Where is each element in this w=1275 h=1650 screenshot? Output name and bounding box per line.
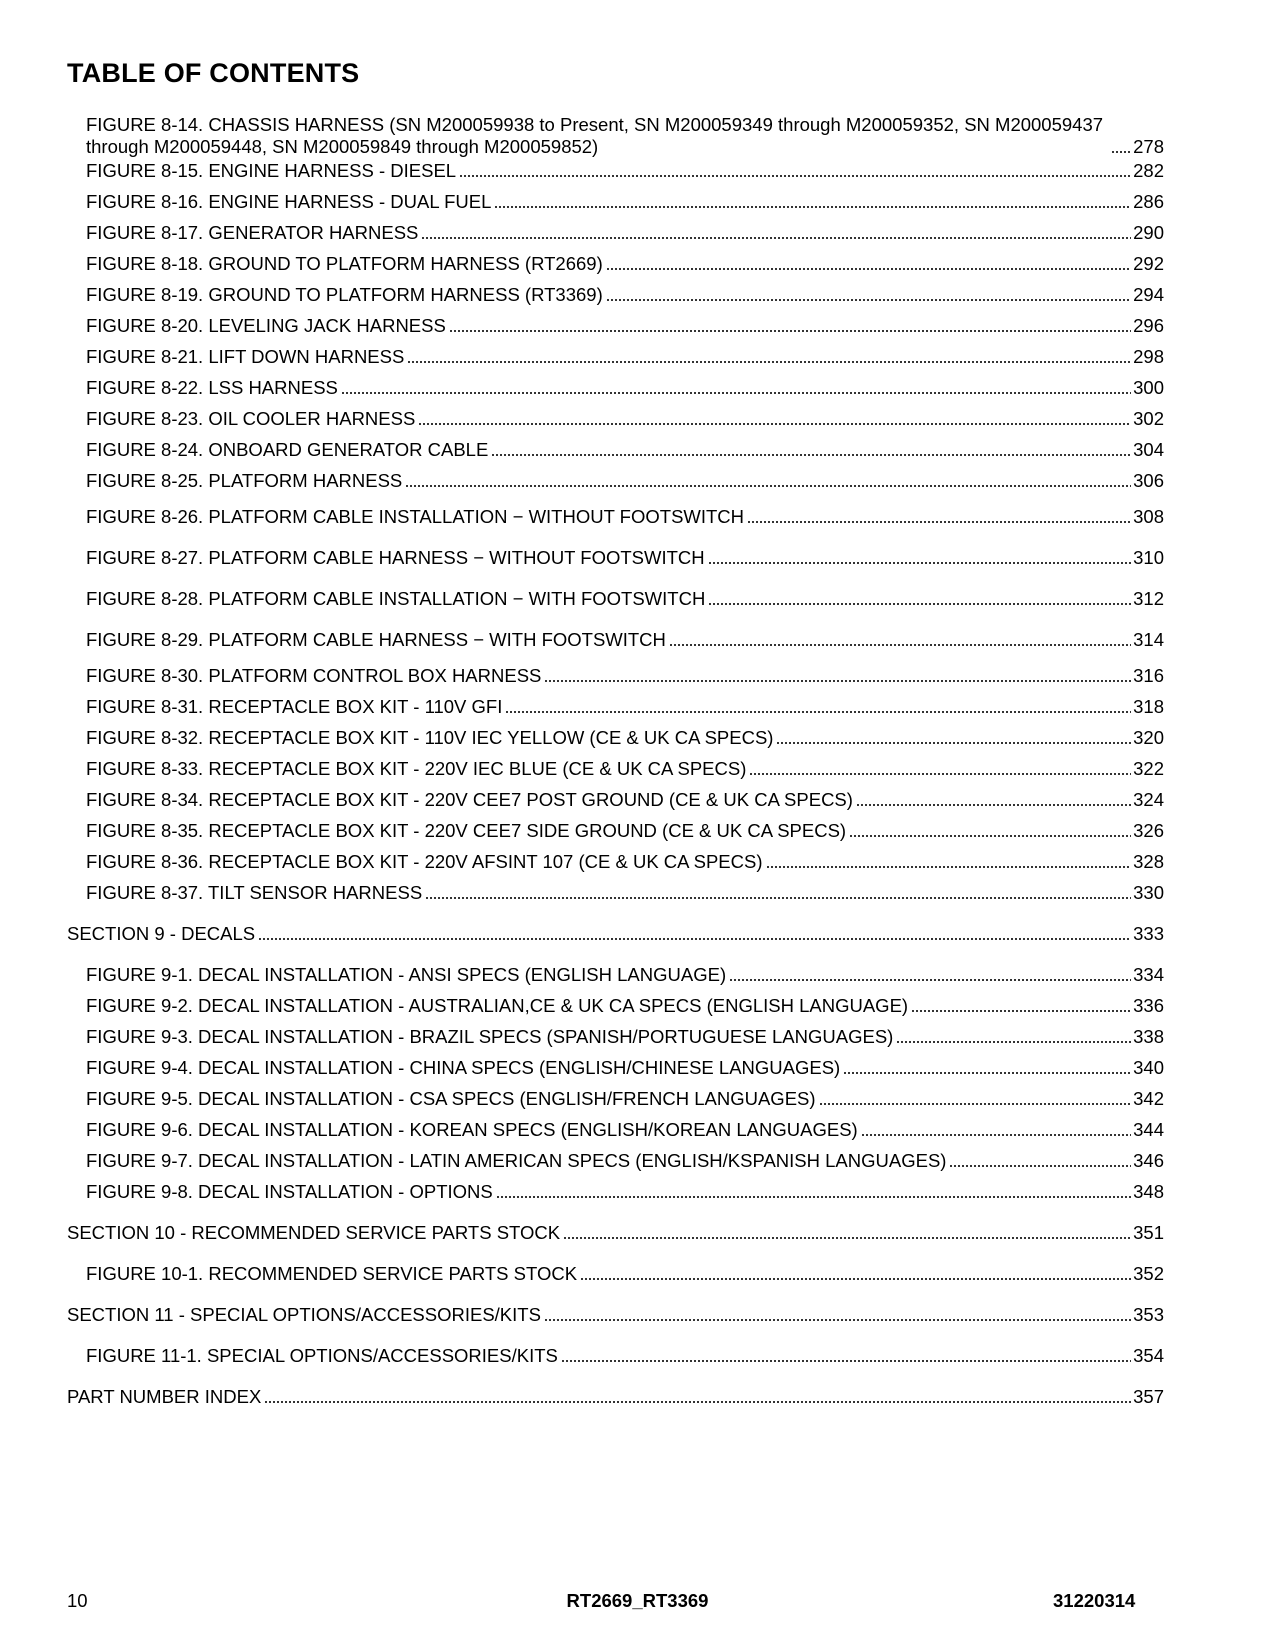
dot-leader [747, 508, 1131, 524]
dot-leader [843, 1059, 1131, 1075]
toc-entry-page: 357 [1133, 1386, 1164, 1407]
toc-entry-text: PART NUMBER INDEX [67, 1386, 262, 1407]
toc-section-entry[interactable] [67, 1222, 1164, 1244]
dot-leader [421, 224, 1131, 240]
dot-leader [861, 1121, 1131, 1137]
toc-entry[interactable] [86, 727, 1164, 749]
dot-leader [341, 379, 1131, 395]
toc-entry-text: FIGURE 11-1. SPECIAL OPTIONS/ACCESSORIES/KITS [86, 1345, 558, 1366]
dot-leader [418, 410, 1131, 426]
dot-leader [708, 590, 1131, 606]
toc-entry[interactable] [86, 758, 1164, 780]
toc-entry-page: 294 [1133, 284, 1164, 305]
toc-entry-page: 348 [1133, 1181, 1164, 1202]
dot-leader [1111, 138, 1131, 154]
dot-leader [849, 822, 1131, 838]
toc-entry-text: FIGURE 8-25. PLATFORM HARNESS [86, 470, 403, 491]
dot-leader [258, 925, 1131, 941]
dot-leader [949, 1152, 1131, 1168]
toc-entry[interactable] [86, 408, 1164, 430]
toc-entry-page: 290 [1133, 222, 1164, 243]
toc-entry-text: FIGURE 8-19. GROUND TO PLATFORM HARNESS (RT3369) [86, 284, 603, 305]
toc-section-entry[interactable] [67, 923, 1164, 945]
toc-entry-page: 278 [1133, 136, 1164, 157]
toc-entry[interactable] [86, 114, 1164, 158]
toc-entry[interactable] [86, 191, 1164, 213]
toc-entry-text: FIGURE 9-8. DECAL INSTALLATION - OPTIONS [86, 1181, 493, 1202]
toc-entry[interactable] [86, 1088, 1164, 1110]
toc-entry-text: FIGURE 8-20. LEVELING JACK HARNESS [86, 315, 446, 336]
toc-entry-page: 340 [1133, 1057, 1164, 1078]
toc-entry[interactable] [86, 315, 1164, 337]
toc-entry[interactable] [86, 506, 1164, 528]
dot-leader [606, 255, 1131, 271]
footer-doc-number: 31220314 [1053, 1590, 1136, 1611]
toc-entry-text: FIGURE 9-3. DECAL INSTALLATION - BRAZIL SPECS (SPANISH/PORTUGUESE LANGUAGES) [86, 1026, 894, 1047]
toc-entry-page: 298 [1133, 346, 1164, 367]
toc-entry-page: 292 [1133, 253, 1164, 274]
toc-entry[interactable] [86, 284, 1164, 306]
dot-leader [896, 1028, 1131, 1044]
toc-entry-text: FIGURE 8-27. PLATFORM CABLE HARNESS − WITHOUT FOOTSWITCH [86, 547, 705, 568]
toc-entry[interactable] [86, 1150, 1164, 1172]
toc-entry[interactable] [86, 882, 1164, 904]
toc-entry-text: FIGURE 8-34. RECEPTACLE BOX KIT - 220V CEE7 POST GROUND (CE & UK CA SPECS) [86, 789, 853, 810]
toc-entry-text: FIGURE 8-30. PLATFORM CONTROL BOX HARNESS [86, 665, 542, 686]
dot-leader [494, 193, 1131, 209]
toc-entry-text: SECTION 10 - RECOMMENDED SERVICE PARTS STOCK [67, 1222, 561, 1243]
toc-section-entry[interactable] [67, 1386, 1164, 1408]
dot-leader [856, 791, 1131, 807]
toc-entry-text: FIGURE 10-1. RECOMMENDED SERVICE PARTS STOCK [86, 1263, 578, 1284]
dot-leader [708, 549, 1132, 565]
toc-entry[interactable] [86, 222, 1164, 244]
dot-leader [544, 667, 1131, 683]
toc-entry-page: 308 [1133, 506, 1164, 527]
toc-entry-page: 324 [1133, 789, 1164, 810]
toc-entry[interactable] [86, 1345, 1164, 1367]
toc-entry-page: 330 [1133, 882, 1164, 903]
toc-entry-page: 346 [1133, 1150, 1164, 1171]
toc-entry[interactable] [86, 547, 1164, 569]
toc-entry-text: FIGURE 8-29. PLATFORM CABLE HARNESS − WITH FOOTSWITCH [86, 629, 666, 650]
toc-entry-page: 334 [1133, 964, 1164, 985]
toc-entry-text: FIGURE 8-35. RECEPTACLE BOX KIT - 220V CEE7 SIDE GROUND (CE & UK CA SPECS) [86, 820, 847, 841]
toc-entry-page: 351 [1133, 1222, 1164, 1243]
dot-leader [407, 348, 1131, 364]
toc-entry[interactable] [86, 851, 1164, 873]
toc-entry-text: FIGURE 8-37. TILT SENSOR HARNESS [86, 882, 423, 903]
toc-entry[interactable] [86, 696, 1164, 718]
toc-entry[interactable] [86, 665, 1164, 687]
toc-entry-text: FIGURE 9-4. DECAL INSTALLATION - CHINA SPECS (ENGLISH/CHINESE LANGUAGES) [86, 1057, 841, 1078]
toc-entry-text: FIGURE 8-15. ENGINE HARNESS - DIESEL [86, 160, 457, 181]
toc-entry-text [86, 114, 1108, 158]
toc-entry-page: 336 [1133, 995, 1164, 1016]
toc-entry-page: 342 [1133, 1088, 1164, 1109]
toc-entry-text: FIGURE 8-32. RECEPTACLE BOX KIT - 110V IEC YELLOW (CE & UK CA SPECS) [86, 727, 774, 748]
toc-entry-page: 310 [1133, 547, 1164, 568]
toc-entry-text: FIGURE 9-2. DECAL INSTALLATION - AUSTRALIAN,CE & UK CA SPECS (ENGLISH LANGUAGE) [86, 995, 909, 1016]
toc-entry-text: FIGURE 9-6. DECAL INSTALLATION - KOREAN SPECS (ENGLISH/KOREAN LANGUAGES) [86, 1119, 858, 1140]
toc-entry-page: 326 [1133, 820, 1164, 841]
dot-leader [544, 1306, 1131, 1322]
toc-entry-text: FIGURE 8-28. PLATFORM CABLE INSTALLATION − WITH FOOTSWITCH [86, 588, 706, 609]
toc-entry-page: 354 [1133, 1345, 1164, 1366]
toc-entry[interactable] [86, 160, 1164, 182]
toc-entry[interactable] [86, 470, 1164, 492]
toc-entry[interactable] [86, 1057, 1164, 1079]
dot-leader [669, 631, 1131, 647]
toc-entry-page: 344 [1133, 1119, 1164, 1140]
toc-entry[interactable] [86, 253, 1164, 275]
dot-leader [491, 441, 1131, 457]
dot-leader [729, 966, 1131, 982]
dot-leader [776, 729, 1131, 745]
toc-entry[interactable] [86, 789, 1164, 811]
dot-leader [561, 1347, 1131, 1363]
toc-entry[interactable] [86, 964, 1164, 986]
toc-entry-page: 318 [1133, 696, 1164, 717]
toc-entry-text: FIGURE 8-22. LSS HARNESS [86, 377, 338, 398]
toc-entry-page: 322 [1133, 758, 1164, 779]
toc-entry-page: 282 [1133, 160, 1164, 181]
toc-entry[interactable] [86, 1181, 1164, 1203]
toc-entry[interactable] [86, 995, 1164, 1017]
toc-entry-page: 286 [1133, 191, 1164, 212]
toc-entry-text-line1: FIGURE 8-14. CHASSIS HARNESS (SN M200059938 to Present, SN M200059349 through M200059352, SN M200059437 [86, 114, 1104, 135]
dot-leader [580, 1265, 1131, 1281]
toc-entry[interactable] [86, 439, 1164, 461]
dot-leader [425, 884, 1131, 900]
toc-entry[interactable] [86, 1263, 1164, 1285]
toc-entry-page: 353 [1133, 1304, 1164, 1325]
toc-entry[interactable] [86, 588, 1164, 610]
dot-leader [563, 1224, 1131, 1240]
toc-entry-text: FIGURE 9-7. DECAL INSTALLATION - LATIN AMERICAN SPECS (ENGLISH/KSPANISH LANGUAGES) [86, 1150, 947, 1171]
toc-entry-text: FIGURE 9-5. DECAL INSTALLATION - CSA SPECS (ENGLISH/FRENCH LANGUAGES) [86, 1088, 816, 1109]
dot-leader [496, 1183, 1131, 1199]
toc-entry-page: 314 [1133, 629, 1164, 650]
toc-entry-text: FIGURE 8-26. PLATFORM CABLE INSTALLATION − WITHOUT FOOTSWITCH [86, 506, 745, 527]
dot-leader [405, 472, 1131, 488]
footer-model: RT2669_RT3369 [566, 1590, 709, 1611]
dot-leader [606, 286, 1131, 302]
toc-entry-text: FIGURE 8-24. ONBOARD GENERATOR CABLE [86, 439, 489, 460]
toc-entry-page: 352 [1133, 1263, 1164, 1284]
toc-entry-text: SECTION 9 - DECALS [67, 923, 256, 944]
toc-entry[interactable] [86, 1026, 1164, 1048]
toc-entry[interactable] [86, 377, 1164, 399]
dot-leader [449, 317, 1131, 333]
footer-page-number: 10 [67, 1590, 88, 1611]
toc-entry[interactable] [86, 346, 1164, 368]
dot-leader [749, 760, 1131, 776]
dot-leader [911, 997, 1131, 1013]
toc-entry-page: 333 [1133, 923, 1164, 944]
toc-entry-text-line2: through M200059448, SN M200059849 through M200059852) [86, 136, 599, 157]
toc-entry-page: 304 [1133, 439, 1164, 460]
toc-entry-text: FIGURE 8-16. ENGINE HARNESS - DUAL FUEL [86, 191, 492, 212]
toc-entry-text: FIGURE 8-18. GROUND TO PLATFORM HARNESS (RT2669) [86, 253, 603, 274]
toc-entry[interactable] [86, 629, 1164, 651]
toc-entry-text: FIGURE 8-23. OIL COOLER HARNESS [86, 408, 416, 429]
dot-leader [819, 1090, 1132, 1106]
toc-entry-text: FIGURE 8-21. LIFT DOWN HARNESS [86, 346, 405, 367]
toc-entry-page: 306 [1133, 470, 1164, 491]
toc-entry-page: 328 [1133, 851, 1164, 872]
toc-entry-page: 302 [1133, 408, 1164, 429]
dot-leader [264, 1388, 1131, 1404]
dot-leader [766, 853, 1132, 869]
toc-entry-page: 296 [1133, 315, 1164, 336]
toc-section-entry[interactable] [67, 1304, 1164, 1326]
dot-leader [459, 162, 1131, 178]
toc-entry[interactable] [86, 1119, 1164, 1141]
toc-entry-text: FIGURE 8-17. GENERATOR HARNESS [86, 222, 419, 243]
toc-entry-text: FIGURE 8-36. RECEPTACLE BOX KIT - 220V AFSINT 107 (CE & UK CA SPECS) [86, 851, 763, 872]
toc-entry-text: SECTION 11 - SPECIAL OPTIONS/ACCESSORIES/KITS [67, 1304, 541, 1325]
toc-entry[interactable] [86, 820, 1164, 842]
page-title: TABLE OF CONTENTS [67, 58, 360, 88]
toc-entry-page: 312 [1133, 588, 1164, 609]
dot-leader [505, 698, 1131, 714]
toc-entry-text: FIGURE 9-1. DECAL INSTALLATION - ANSI SPECS (ENGLISH LANGUAGE) [86, 964, 727, 985]
toc-entry-page: 316 [1133, 665, 1164, 686]
toc-entry-page: 300 [1133, 377, 1164, 398]
toc-entry-text: FIGURE 8-31. RECEPTACLE BOX KIT - 110V GFI [86, 696, 503, 717]
toc-entry-page: 320 [1133, 727, 1164, 748]
toc-entry-page: 338 [1133, 1026, 1164, 1047]
toc-entry-text: FIGURE 8-33. RECEPTACLE BOX KIT - 220V IEC BLUE (CE & UK CA SPECS) [86, 758, 747, 779]
